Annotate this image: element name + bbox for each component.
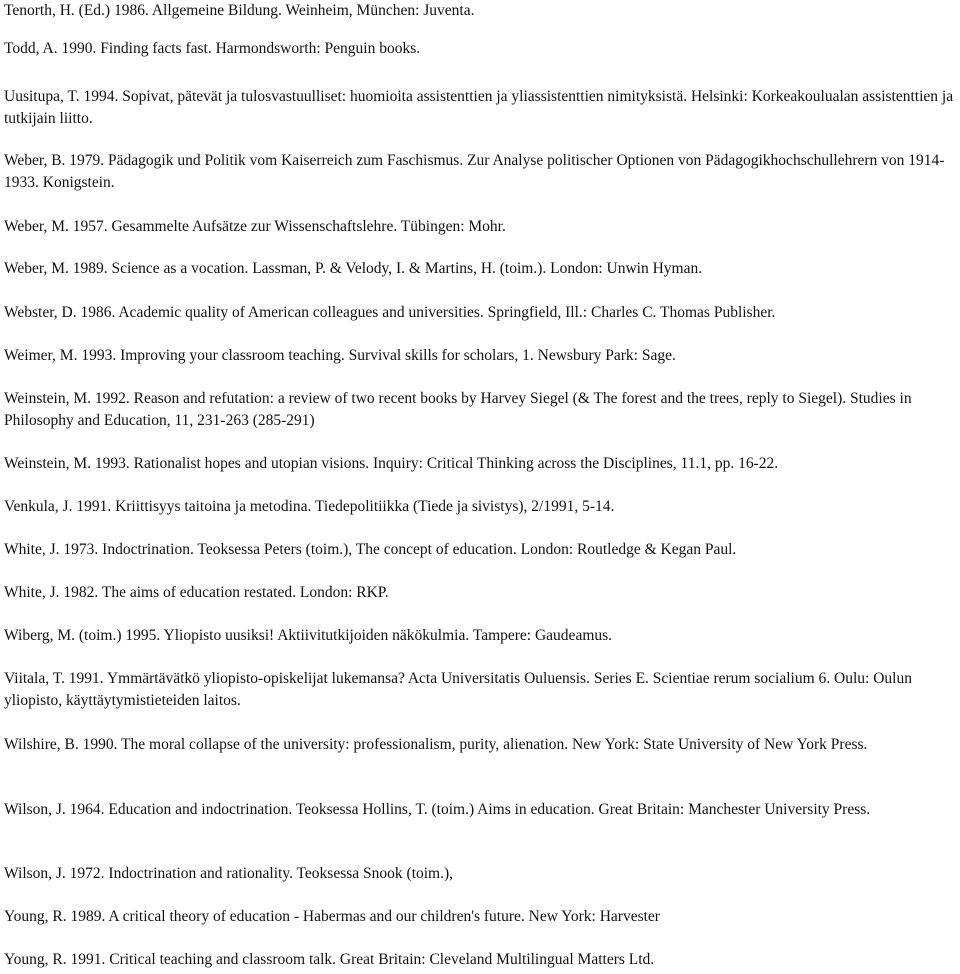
reference-entry: White, J. 1973. Indoctrination. Teoksessa Peters (toim.), The concept of education. London: Routledge & Kegan Paul. — [4, 541, 737, 558]
reference-entry: Uusitupa, T. 1994. Sopivat, pätevät ja tulosvastuulliset: huomioita assistenttien ja yliassistenttien nimityksistä. Helsinki: Korkeakoulualan assistenttien ja tutkijain liitto. — [4, 88, 954, 127]
reference-entry: Wilshire, B. 1990. The moral collapse of the university: professionalism, purity, alienation. New York: State University of New York Press. — [4, 736, 868, 753]
reference-entry: Wilson, J. 1964. Education and indoctrination. Teoksessa Hollins, T. (toim.) Aims in education. Great Britain: Manchester University Press. — [4, 801, 871, 818]
reference-entry: Weimer, M. 1993. Improving your classroom teaching. Survival skills for scholars, 1. Newsbury Park: Sage. — [4, 347, 676, 364]
reference-entry: Wilson, J. 1972. Indoctrination and rationality. Teoksessa Snook (toim.), — [4, 865, 454, 882]
reference-entry: Weber, M. 1957. Gesammelte Aufsätze zur Wissenschaftslehre. Tübingen: Mohr. — [4, 218, 506, 235]
reference-entry: Weinstein, M. 1992. Reason and refutation: a review of two recent books by Harvey Siegel (& The forest and the trees, reply to Siegel). Studies in Philosophy and Education, 11, 231-263 (285-291) — [4, 390, 912, 429]
reference-entry: Young, R. 1989. A critical theory of education - Habermas and our children's future. New York: Harvester — [4, 908, 660, 925]
reference-entry: Webster, D. 1986. Academic quality of American colleagues and universities. Springfield, Ill.: Charles C. Thomas Publisher. — [4, 304, 776, 321]
reference-entry: Wiberg, M. (toim.) 1995. Yliopisto uusiksi! Aktiivitutkijoiden näkökulmia. Tampere: Gaudeamus. — [4, 627, 613, 644]
reference-entry: Weber, B. 1979. Pädagogik und Politik vom Kaiserreich zum Faschismus. Zur Analyse politischer Optionen von Pädagogikhochschullehrern von 1914-1933. Konigstein. — [4, 152, 945, 191]
reference-entry: Viitala, T. 1991. Ymmärtävätkö yliopisto-opiskelijat lukemansa? Acta Universitatis Ouluensis. Series E. Scientiae rerum socialium 6. Oulu: Oulun yliopisto, käyttäytymistieteiden laitos. — [4, 670, 912, 709]
reference-entry: White, J. 1982. The aims of education restated. London: RKP. — [4, 584, 389, 601]
reference-entry: Venkula, J. 1991. Kriittisyys taitoina ja metodina. Tiedepolitiikka (Tiede ja sivistys), 2/1991, 5-14. — [4, 498, 615, 515]
reference-entry: Weber, M. 1989. Science as a vocation. Lassman, P. & Velody, I. & Martins, H. (toim.). London: Unwin Hyman. — [4, 260, 703, 277]
reference-entry: Weinstein, M. 1993. Rationalist hopes and utopian visions. Inquiry: Critical Thinking across the Disciplines, 11.1, pp. 16-22. — [4, 455, 779, 472]
reference-entry: Todd, A. 1990. Finding facts fast. Harmondsworth: Penguin books. — [4, 40, 421, 57]
reference-entry: Tenorth, H. (Ed.) 1986. Allgemeine Bildung. Weinheim, München: Juventa. — [4, 2, 475, 19]
reference-entry: Young, R. 1991. Critical teaching and classroom talk. Great Britain: Cleveland Multilingual Matters Ltd. — [4, 951, 655, 968]
